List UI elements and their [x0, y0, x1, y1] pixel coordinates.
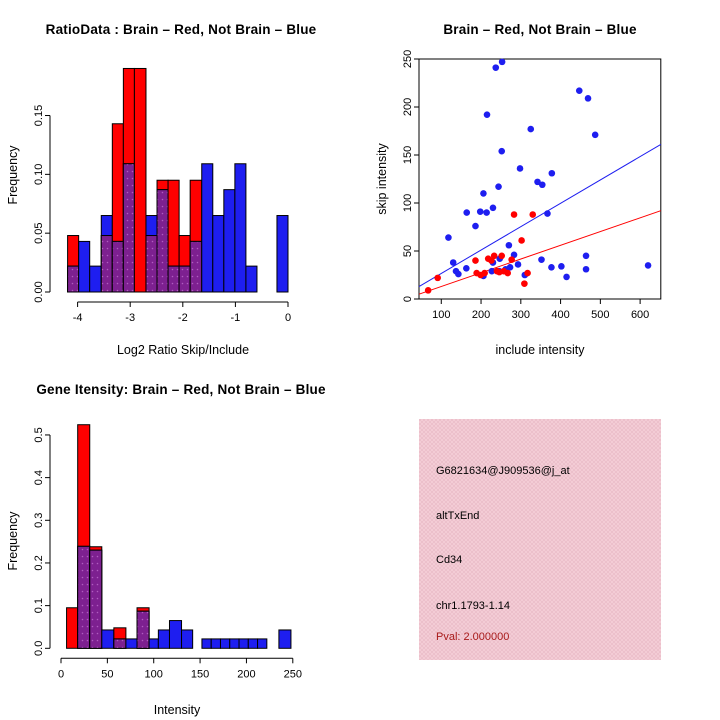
- scatter-point-red: [508, 256, 515, 263]
- x-tick-label: -4: [72, 312, 83, 324]
- hist-bar-blue: [277, 216, 288, 292]
- y-tick-label: 0.5: [32, 427, 45, 443]
- x-tick-label: 150: [190, 668, 210, 681]
- scatter-point-blue: [477, 208, 484, 215]
- x-tick-label: -3: [125, 312, 136, 324]
- x-tick-label: -2: [177, 312, 188, 324]
- hist-bar-overlap: [123, 164, 134, 292]
- y-tick-label: 50: [401, 244, 414, 258]
- y-tick-label: 0.4: [32, 469, 45, 486]
- scatter-point-red: [491, 253, 498, 260]
- hist-bar-blue: [202, 164, 213, 292]
- hist-bar-overlap: [179, 266, 190, 292]
- x-tick-label: 400: [551, 309, 570, 321]
- hist-bar-blue: [126, 639, 137, 648]
- event-type-text: altTxEnd: [436, 510, 480, 522]
- scatter-point-blue: [592, 132, 599, 139]
- scatter-point-blue: [492, 64, 499, 71]
- x-tick-label: 50: [101, 668, 114, 681]
- hist-bar-overlap: [78, 546, 90, 648]
- x-tick-label: 250: [283, 668, 302, 681]
- scatter-point-red: [511, 211, 518, 218]
- scatter-point-blue: [499, 59, 506, 66]
- scatter-point-blue: [483, 209, 490, 216]
- scatter-point-blue: [455, 271, 462, 278]
- hist-bar-overlap: [114, 639, 126, 648]
- hist-bar-blue: [279, 630, 291, 648]
- hist-bar-overlap: [168, 266, 179, 292]
- scatter-point-red: [481, 270, 488, 277]
- ratio-hist-xlabel: Log2 Ratio Skip/Include: [116, 343, 250, 357]
- hist-bar-blue: [169, 621, 181, 649]
- scatter-point-blue: [538, 256, 545, 263]
- scatter-point-blue: [539, 181, 546, 188]
- y-tick-label: 0.2: [32, 555, 45, 571]
- scatter-point-red: [434, 275, 441, 282]
- scatter-point-red: [425, 287, 432, 294]
- hist-bar-blue: [220, 639, 229, 648]
- scatter-point-blue: [527, 126, 534, 133]
- scatter-point-red: [524, 270, 531, 277]
- x-tick-label: 200: [237, 668, 256, 681]
- y-tick-label: 0.15: [32, 104, 45, 127]
- hist-bar-blue: [211, 639, 220, 648]
- scatter-point-red: [472, 257, 479, 264]
- hist-bar-blue: [224, 190, 235, 292]
- pval-text: Pval: 2.000000: [436, 631, 510, 643]
- scatter-point-red: [504, 270, 511, 277]
- scatter-point-blue: [563, 274, 570, 281]
- hist-bar-red: [134, 68, 146, 292]
- x-tick-label: 500: [591, 309, 610, 321]
- scatter-point-blue: [480, 190, 487, 197]
- hist-bar-overlap: [137, 611, 149, 648]
- scatter-title: Brain – Red, Not Brain – Blue: [443, 22, 637, 37]
- hist-bar-blue: [79, 241, 90, 292]
- scatter-point-blue: [645, 262, 652, 269]
- y-tick-label: 200: [401, 97, 414, 117]
- hist-bar-blue: [239, 639, 248, 648]
- ratio-histogram: [33, 68, 291, 324]
- hist-bar-overlap: [101, 236, 112, 292]
- x-tick-label: 600: [630, 309, 650, 321]
- scatter-point-blue: [583, 266, 590, 273]
- scatter-point-blue: [490, 205, 497, 212]
- intensity-scatter: [402, 50, 661, 321]
- gene-name-text: Cd34: [436, 554, 463, 566]
- ratio-hist-ylabel: Frequency: [6, 145, 20, 205]
- probe-id-text: G6821634@J909536@j_at: [436, 465, 570, 477]
- hist-bar-blue: [248, 639, 257, 648]
- scatter-point-blue: [463, 209, 470, 216]
- x-tick-label: 0: [57, 668, 65, 681]
- scatter-point-blue: [484, 111, 491, 118]
- scatter-point-blue: [507, 264, 514, 271]
- hist-bar-red: [67, 608, 78, 649]
- hist-bar-blue: [213, 216, 224, 292]
- y-tick-label: 0.00: [32, 281, 45, 303]
- scatter-point-blue: [506, 242, 513, 249]
- y-tick-label: 0: [401, 295, 414, 303]
- y-tick-label: 150: [401, 145, 414, 165]
- scatter-point-blue: [445, 234, 452, 241]
- scatter-point-blue: [472, 223, 479, 230]
- hist-bar-blue: [246, 266, 257, 292]
- location-text: chr1.1793-1.14: [436, 600, 510, 612]
- y-tick-label: 0.05: [32, 222, 45, 244]
- hist-bar-overlap: [190, 241, 202, 292]
- x-tick-label: 200: [471, 309, 491, 321]
- hist-bar-blue: [90, 266, 102, 292]
- scatter-point-blue: [585, 95, 592, 102]
- scatter-point-blue: [549, 170, 556, 177]
- y-tick-label: 0.0: [32, 640, 45, 656]
- hist-bar-blue: [235, 164, 246, 292]
- scatter-point-red: [518, 237, 525, 244]
- y-tick-label: 0.3: [32, 512, 45, 528]
- scatter-point-blue: [495, 183, 502, 190]
- scatter-point-blue: [548, 264, 555, 271]
- ratio-hist-title: RatioData : Brain – Red, Not Brain – Blue: [45, 22, 317, 37]
- gene-hist-title: Gene Itensity: Brain – Red, Not Brain – Blue: [36, 382, 326, 397]
- scatter-point-red: [529, 211, 536, 218]
- scatter-point-red: [521, 280, 528, 287]
- x-tick-label: -1: [230, 312, 241, 324]
- hist-bar-blue: [202, 639, 211, 648]
- hist-bar-blue: [182, 630, 193, 648]
- red-fit-line: [419, 211, 661, 295]
- hist-bar-overlap: [90, 550, 102, 648]
- scatter-point-blue: [450, 259, 457, 266]
- hist-bar-overlap: [112, 241, 123, 292]
- hist-bar-overlap: [68, 266, 79, 292]
- hist-bar-blue: [149, 639, 158, 648]
- x-tick-label: 100: [144, 668, 163, 681]
- scatter-point-blue: [583, 253, 590, 260]
- x-tick-label: 300: [511, 309, 530, 321]
- info-panel: [419, 419, 661, 660]
- y-tick-label: 0.10: [32, 163, 45, 186]
- scatter-point-blue: [517, 165, 524, 172]
- y-tick-label: 250: [401, 49, 414, 69]
- hist-bar-overlap: [146, 236, 157, 292]
- x-tick-label: 100: [432, 309, 451, 321]
- gene-hist-ylabel: Frequency: [6, 511, 20, 571]
- scatter-point-blue: [498, 148, 505, 155]
- hist-bar-blue: [158, 630, 169, 648]
- scatter-point-red: [498, 253, 505, 260]
- blue-fit-line: [419, 144, 661, 286]
- hist-bar-blue: [258, 639, 267, 648]
- scatter-point-blue: [515, 261, 522, 268]
- y-tick-label: 0.1: [32, 597, 45, 614]
- gene-hist-xlabel: Intensity: [153, 703, 201, 717]
- scatter-xlabel: include intensity: [495, 343, 585, 357]
- scatter-ylabel: skip intensity: [375, 143, 389, 215]
- gene-intensity-histogram: [33, 425, 302, 681]
- y-tick-label: 100: [401, 193, 414, 213]
- scatter-point-blue: [544, 210, 551, 217]
- x-tick-label: 0: [284, 312, 292, 324]
- hist-bar-overlap: [157, 190, 168, 292]
- scatter-point-blue: [576, 87, 583, 94]
- scatter-point-blue: [558, 263, 565, 270]
- hist-bar-blue: [102, 630, 114, 648]
- scatter-point-blue: [463, 265, 470, 272]
- hist-bar-blue: [230, 639, 239, 648]
